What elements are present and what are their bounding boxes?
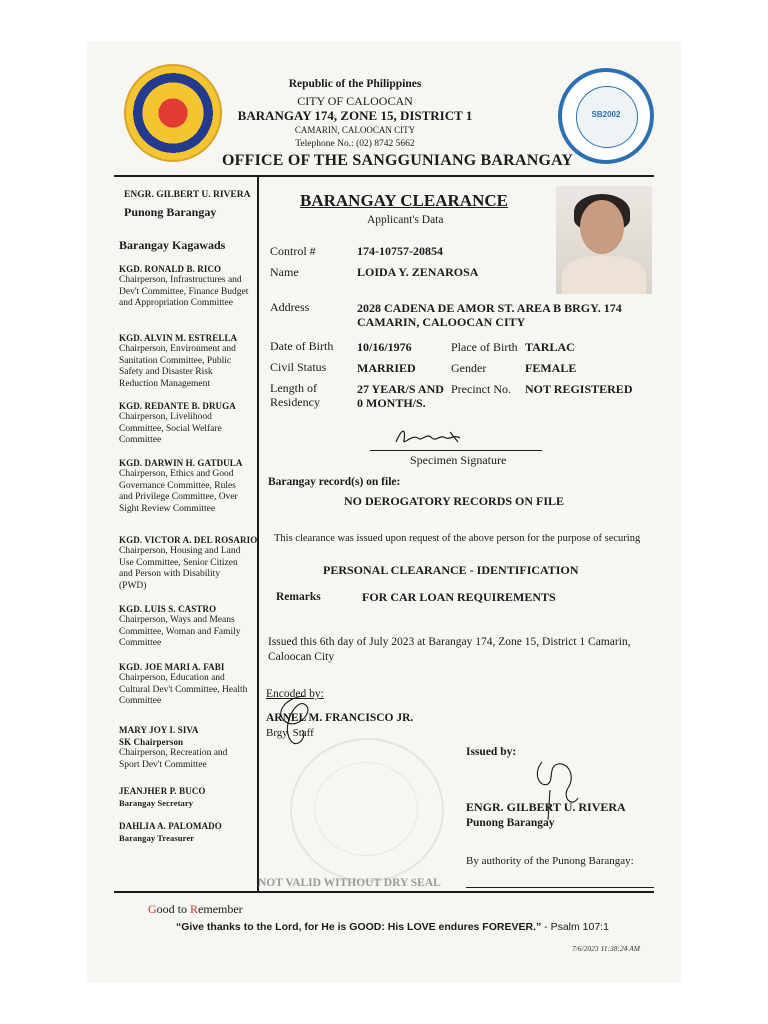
header-divider [114,175,654,177]
reminder-ood: ood to [156,902,191,916]
gender-label: Gender [451,361,487,375]
dry-seal-warning: NOT VALID WITHOUT DRY SEAL [258,877,441,889]
address-line1: 2028 CADENA DE AMOR ST. AREA B BRGY. 174 [357,301,622,315]
kagawad-role: Chairperson, Ways and Means Committee, Woman and Family Committee [119,615,241,648]
gender-value: FEMALE [525,361,577,375]
footer-divider [114,891,654,893]
pob-value: TARLAC [525,340,575,354]
records-label: Barangay record(s) on file: [268,476,401,488]
applicant-signature-scribble [392,424,472,450]
pob-label: Place of Birth [451,340,518,354]
sk-chair-title: SK Chairperson [119,737,184,747]
kagawad-name: KGD. REDANTE B. DRUGA [119,401,236,411]
residency-value-line1: 27 YEAR/S AND [357,382,444,396]
encoder-name: ARNEL M. FRANCISCO JR. [266,712,414,724]
kagawad-role: Chairperson, Housing and Land Use Committee, Senior Citizen and Person with Disability (PWD) [119,546,241,591]
kagawad-role: Chairperson, Ethics and Good Governance Committee, Rules and Privilege Committee, Over Sight Review Committee [119,469,238,514]
precinct-label: Precinct No. [451,382,511,396]
secretary-title: Barangay Secretary [119,798,194,808]
specimen-signature-line [370,450,542,451]
secretary-name: JEANJHER P. BUCO [119,786,206,796]
sk-chair-role: Chairperson, Recreation and Sport Dev't Committee [119,748,228,770]
verse-text: “Give thanks to the Lord, for He is GOOD: His LOVE endures FOREVER.” [176,921,542,933]
kagawad-name: KGD. ALVIN M. ESTRELLA [119,333,238,343]
verse-reference: - Psalm 107:1 [541,921,609,933]
precinct-value: NOT REGISTERED [525,382,633,396]
civil-status-label: Civil Status [270,360,327,374]
sk-chair-name: MARY JOY I. SIVA [119,725,199,735]
dry-seal-embossed-mark [290,738,444,882]
remarks-label: Remarks [276,591,321,603]
name-value: LOIDA Y. ZENAROSA [357,265,479,279]
header-republic: Republic of the Philippines [288,78,422,90]
clearance-subtitle: Applicant's Data [367,214,444,226]
kagawad-name: KGD. VICTOR A. DEL ROSARIO [119,535,258,545]
issuer-name: ENGR. GILBERT U. RIVERA [466,800,626,814]
header-address: CAMARIN, CALOOCAN CITY [294,125,416,135]
issuer-title: Punong Barangay [466,817,555,829]
footer-verse [176,921,609,933]
sidebar-punong-title: Punong Barangay [124,205,217,219]
barangay-seal-code: SB2002 [591,110,621,119]
reminder-emember: emember [198,902,243,916]
sidebar-punong-name: ENGR. GILBERT U. RIVERA [124,190,251,200]
reminder-g: G [148,902,157,916]
barangay-174-seal-logo [558,68,654,164]
encoder-title: Brgy. Staff [266,727,314,739]
applicant-photo [556,186,652,294]
purpose-value: PERSONAL CLEARANCE - IDENTIFICATION [323,563,579,577]
civil-status-value: MARRIED [357,361,416,375]
sidebar-divider [257,177,259,891]
request-text: This clearance was issued upon request of the above person for the purpose of securing [274,533,641,544]
treasurer-name: DAHLIA A. PALOMADO [119,821,222,831]
issued-date-line2: Caloocan City [268,651,335,663]
kagawad-name: KGD. JOE MARI A. FABI [119,662,225,672]
header-barangay: BARANGAY 174, ZONE 15, DISTRICT 1 [237,108,473,123]
kagawad-role: Chairperson, Livelihood Committee, Social Welfare Committee [119,412,222,445]
header-city: CITY OF CALOOCAN [297,94,413,108]
issued-by-label: Issued by: [466,746,517,758]
clearance-title: BARANGAY CLEARANCE [300,191,508,210]
kagawad-role: Chairperson, Education and Cultural Dev't Committee, Health Committee [119,673,248,706]
records-value: NO DEROGATORY RECORDS ON FILE [344,494,565,508]
photo-face-shape [580,200,624,254]
print-timestamp: 7/6/2023 11:38:24 AM [572,944,641,953]
issued-date-line1: Issued this 6th day of July 2023 at Barangay 174, Zone 15, District 1 Camarin, [268,636,631,648]
specimen-signature-label: Specimen Signature [410,453,507,467]
name-label: Name [270,265,299,279]
residency-label-line1: Length of [270,381,317,395]
kagawad-name: KGD. LUIS S. CASTRO [119,604,217,614]
kagawad-name: KGD. DARWIN H. GATDULA [119,458,243,468]
remarks-value: FOR CAR LOAN REQUIREMENTS [362,590,556,604]
control-label: Control # [270,244,316,258]
encoded-by-label: Encoded by: [266,688,324,700]
header-office: OFFICE OF THE SANGGUNIANG BARANGAY [222,152,574,169]
reminder-r: R [190,902,199,916]
authority-text: By authority of the Punong Barangay: [466,855,634,867]
address-line2: CAMARIN, CALOOCAN CITY [357,315,526,329]
kagawad-role: Chairperson, Environment and Sanitation Committee, Public Safety and Disaster Risk Reduction Management [119,344,236,389]
dob-value: 10/16/1976 [357,340,412,354]
residency-label-line2: Residency [270,395,320,409]
control-value: 174-10757-20854 [357,244,443,258]
treasurer-title: Barangay Treasurer [119,833,195,843]
kagawad-name: KGD. RONALD B. RICO [119,264,222,274]
dry-seal-inner-ring [314,762,418,856]
dob-label: Date of Birth [270,339,334,353]
header-telephone: Telephone No.: (02) 8742 5662 [295,139,415,149]
sidebar-kagawads-heading: Barangay Kagawads [119,238,226,252]
address-label: Address [270,300,310,314]
reminder-heading [148,902,243,917]
photo-body-shape [562,256,646,294]
residency-value-line2: 0 MONTH/S. [357,396,426,410]
authority-signature-line [466,887,654,888]
kagawad-role: Chairperson, Infrastructures and Dev't Committee, Finance Budget and Appropriation Committee [119,275,249,308]
